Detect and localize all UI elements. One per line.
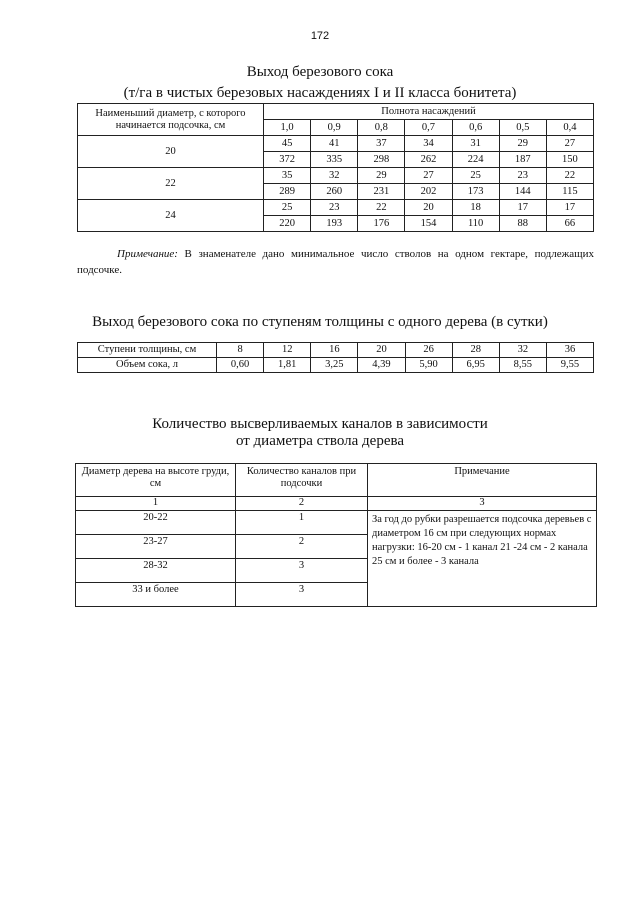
- value-cell: 6,95: [452, 358, 499, 373]
- value-cell: 150: [546, 152, 593, 168]
- value-cell: 3,25: [311, 358, 358, 373]
- value-cell: 0,60: [217, 358, 264, 373]
- value-cell: 27: [405, 168, 452, 184]
- value-cell: 20: [405, 200, 452, 216]
- diameter-cell: 22: [78, 168, 264, 200]
- value-cell: 32: [499, 343, 546, 358]
- diameter-cell: 23-27: [76, 535, 236, 559]
- density-cell: 0,9: [311, 120, 358, 136]
- col-group-header: Полнота насаждений: [264, 104, 594, 120]
- diameter-cell: 24: [78, 200, 264, 232]
- value-cell: 29: [499, 136, 546, 152]
- diameter-cell: 28-32: [76, 559, 236, 583]
- column-number-row: [76, 497, 597, 511]
- sap-per-tree-table: [77, 342, 594, 373]
- value-cell: 66: [546, 216, 593, 232]
- value-cell: 8: [217, 343, 264, 358]
- value-cell: 36: [546, 343, 593, 358]
- table2-title: Выход березового сока по ступеням толщины с одного дерева (в сутки): [92, 314, 548, 330]
- value-cell: 298: [358, 152, 405, 168]
- density-cell: 0,6: [452, 120, 499, 136]
- value-cell: 335: [311, 152, 358, 168]
- note-label: Примечание:: [117, 248, 178, 260]
- column-number: 3: [368, 497, 597, 511]
- column-header: Диаметр дерева на высоте груди, см: [76, 464, 236, 497]
- table1-title: Выход березового сока: [246, 64, 394, 80]
- value-cell: 32: [311, 168, 358, 184]
- density-cell: 0,7: [405, 120, 452, 136]
- sap-yield-table: [77, 103, 594, 232]
- table1-subtitle: (т/га в чистых березовых насаждениях I и II класса бонитета): [123, 85, 517, 101]
- table-row: [78, 358, 594, 373]
- table-row: [78, 136, 594, 152]
- value-cell: 41: [311, 136, 358, 152]
- value-cell: 154: [405, 216, 452, 232]
- value-cell: 262: [405, 152, 452, 168]
- table-header-row: [76, 464, 597, 497]
- value-cell: 25: [452, 168, 499, 184]
- channels-cell: 3: [236, 583, 368, 607]
- value-cell: 27: [546, 136, 593, 152]
- table3-title-line2: от диаметра ствола дерева: [235, 433, 405, 449]
- page-number: 172: [310, 30, 330, 42]
- channels-cell: 3: [236, 559, 368, 583]
- table-row: [76, 511, 597, 535]
- row-header: Наименьший диаметр, с которого начинается подсочка, см: [78, 104, 264, 136]
- value-cell: 22: [358, 200, 405, 216]
- value-cell: 8,55: [499, 358, 546, 373]
- value-cell: 17: [499, 200, 546, 216]
- value-cell: 187: [499, 152, 546, 168]
- table-row: [78, 343, 594, 358]
- value-cell: 289: [264, 184, 311, 200]
- channels-cell: 1: [236, 511, 368, 535]
- diameter-cell: 33 и более: [76, 583, 236, 607]
- value-cell: 37: [358, 136, 405, 152]
- channels-table: [75, 463, 597, 607]
- density-cell: 0,4: [546, 120, 593, 136]
- value-cell: 23: [311, 200, 358, 216]
- column-number: 1: [76, 497, 236, 511]
- value-cell: 31: [452, 136, 499, 152]
- value-cell: 25: [264, 200, 311, 216]
- value-cell: 176: [358, 216, 405, 232]
- row-label: Ступени толщины, см: [78, 343, 217, 358]
- value-cell: 26: [405, 343, 452, 358]
- value-cell: 1,81: [264, 358, 311, 373]
- value-cell: 220: [264, 216, 311, 232]
- value-cell: 29: [358, 168, 405, 184]
- table3-title-line1: Количество высверливаемых каналов в зависимости: [152, 416, 488, 432]
- density-cell: 0,8: [358, 120, 405, 136]
- density-cell: 1,0: [264, 120, 311, 136]
- value-cell: 17: [546, 200, 593, 216]
- value-cell: 193: [311, 216, 358, 232]
- column-header: Количество каналов при подсочки: [236, 464, 368, 497]
- value-cell: 35: [264, 168, 311, 184]
- value-cell: 22: [546, 168, 593, 184]
- row-label: Объем сока, л: [78, 358, 217, 373]
- value-cell: 173: [452, 184, 499, 200]
- table-row: [78, 200, 594, 216]
- value-cell: 9,55: [546, 358, 593, 373]
- density-cell: 0,5: [499, 120, 546, 136]
- value-cell: 224: [452, 152, 499, 168]
- value-cell: 28: [452, 343, 499, 358]
- value-cell: 372: [264, 152, 311, 168]
- value-cell: 18: [452, 200, 499, 216]
- value-cell: 115: [546, 184, 593, 200]
- diameter-cell: 20-22: [76, 511, 236, 535]
- value-cell: 231: [358, 184, 405, 200]
- table1-note: [77, 246, 594, 278]
- value-cell: 20: [358, 343, 405, 358]
- column-header: Примечание: [368, 464, 597, 497]
- note-cell: За год до рубки разрешается подсочка деревьев с диаметром 16 см при следующих нормах нагрузки: 16-20 см - 1 канал 21 -24 см - 2 канала 25 см и более - 3 канала: [368, 511, 597, 607]
- value-cell: 23: [499, 168, 546, 184]
- value-cell: 16: [311, 343, 358, 358]
- value-cell: 110: [452, 216, 499, 232]
- column-number: 2: [236, 497, 368, 511]
- value-cell: 12: [264, 343, 311, 358]
- value-cell: 4,39: [358, 358, 405, 373]
- value-cell: 144: [499, 184, 546, 200]
- value-cell: 202: [405, 184, 452, 200]
- table-row: [78, 168, 594, 184]
- value-cell: 5,90: [405, 358, 452, 373]
- note-text: В знаменателе дано минимальное число стволов на одном гектаре, подлежащих подсочке.: [77, 248, 594, 276]
- value-cell: 88: [499, 216, 546, 232]
- value-cell: 45: [264, 136, 311, 152]
- value-cell: 260: [311, 184, 358, 200]
- value-cell: 34: [405, 136, 452, 152]
- channels-cell: 2: [236, 535, 368, 559]
- diameter-cell: 20: [78, 136, 264, 168]
